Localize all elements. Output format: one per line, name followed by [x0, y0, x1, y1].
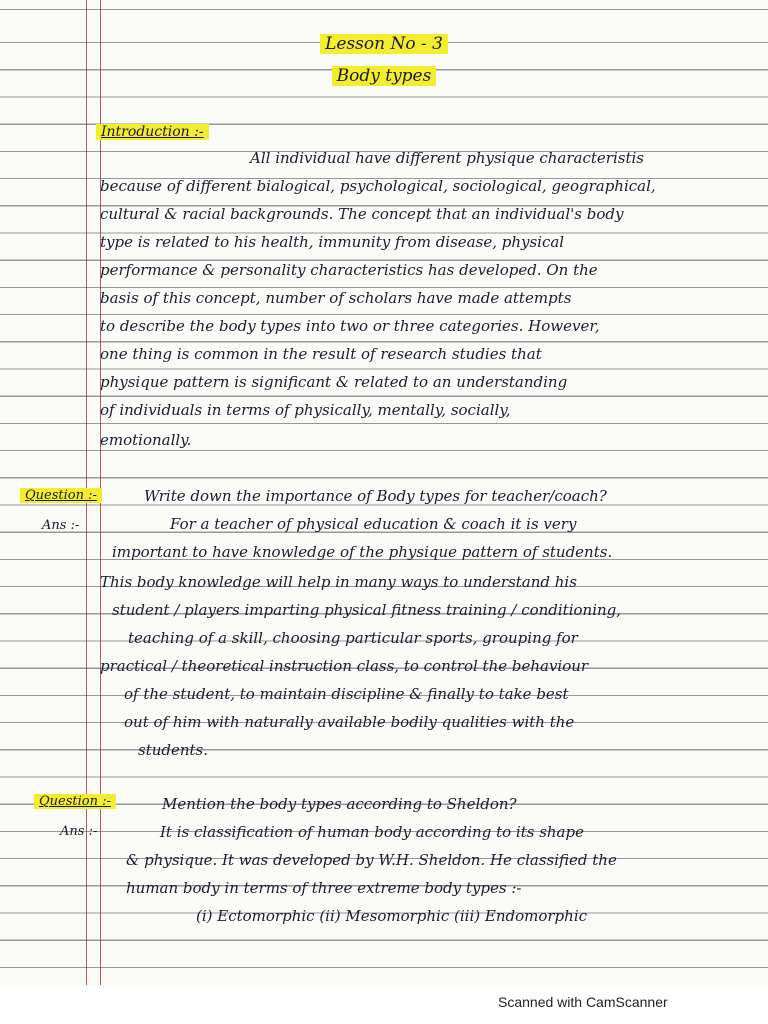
question-2-label: Question :- — [34, 794, 116, 809]
introduction-heading: Introduction :- — [96, 124, 209, 140]
answer-1-line: students. — [138, 741, 209, 759]
answer-1-line: important to have knowledge of the physique pattern of students. — [112, 543, 613, 561]
intro-line: physique pattern is significant & related to an understanding — [100, 373, 568, 391]
topic-title: Body types — [0, 66, 768, 86]
answer-1-line: practical / theoretical instruction class, to control the behaviour — [100, 657, 589, 675]
answer-2-label: Ans :- — [60, 824, 98, 839]
question-2-text: Mention the body types according to Sheldon? — [162, 795, 517, 813]
answer-1-label: Ans :- — [42, 518, 80, 533]
intro-line: cultural & racial backgrounds. The concept that an individual's body — [100, 205, 624, 223]
intro-line: emotionally. — [100, 431, 192, 449]
scan-credit: Scanned with CamScanner — [498, 994, 668, 1010]
intro-line: basis of this concept, number of scholars have made attempts — [100, 289, 572, 307]
lesson-title: Lesson No - 3 — [0, 34, 768, 54]
answer-1-line: teaching of a skill, choosing particular sports, grouping for — [128, 629, 578, 647]
answer-2-line: (i) Ectomorphic (ii) Mesomorphic (iii) Endomorphic — [196, 907, 588, 925]
question-1-label: Question :- — [20, 488, 102, 503]
question-1-text: Write down the importance of Body types for teacher/coach? — [144, 487, 607, 505]
answer-2-line: & physique. It was developed by W.H. Sheldon. He classified the — [126, 851, 617, 869]
intro-line: to describe the body types into two or three categories. However, — [100, 317, 600, 335]
answer-1-line: This body knowledge will help in many ways to understand his — [100, 573, 577, 591]
intro-line: of individuals in terms of physically, mentally, socially, — [100, 401, 511, 419]
answer-2-line: human body in terms of three extreme body types :- — [126, 879, 522, 897]
answer-1-line: of the student, to maintain discipline & finally to take best — [124, 685, 569, 703]
intro-line: All individual have different physique characteristis — [250, 149, 644, 167]
intro-line: type is related to his health, immunity from disease, physical — [100, 233, 565, 251]
answer-1-line: out of him with naturally available bodily qualities with the — [124, 713, 575, 731]
intro-line: one thing is common in the result of research studies that — [100, 345, 542, 363]
answer-1-line: student / players imparting physical fitness training / conditioning, — [112, 601, 622, 619]
intro-line: because of different bialogical, psychological, sociological, geographical, — [100, 177, 656, 195]
intro-line: performance & personality characteristics has developed. On the — [100, 261, 598, 279]
answer-2-line: It is classification of human body according to its shape — [160, 823, 584, 841]
answer-1-line: For a teacher of physical education & coach it is very — [170, 515, 577, 533]
